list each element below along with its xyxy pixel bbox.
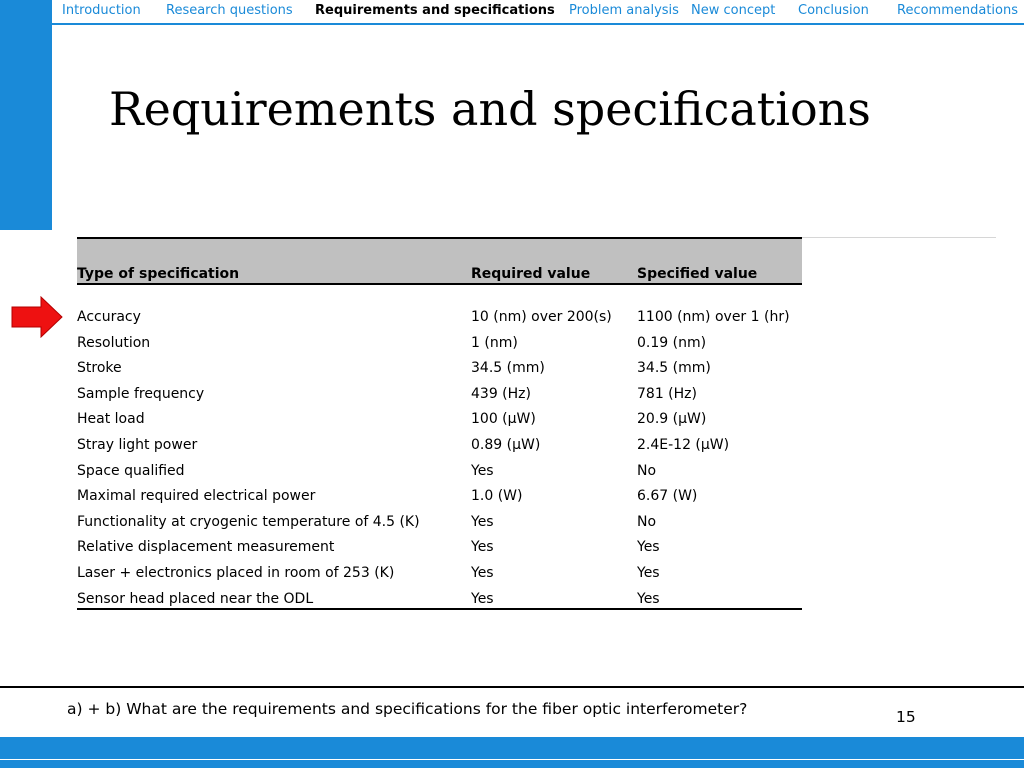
title-divider <box>802 237 996 238</box>
specified-value-cell: 1100 (nm) over 1 (hr) <box>637 309 790 325</box>
table-row <box>77 402 802 428</box>
spec-type-cell: Sensor head placed near the ODL <box>77 590 314 607</box>
table-row <box>77 428 802 454</box>
table-row <box>77 454 802 480</box>
spec-type-cell: Stroke <box>77 360 122 377</box>
spec-type-cell: Sample frequency <box>77 385 205 402</box>
spec-table-body <box>77 300 802 607</box>
table-row <box>77 479 802 505</box>
table-row <box>77 505 802 531</box>
required-value-cell: 0.89 (µW) <box>471 436 541 453</box>
specified-value-cell: Yes <box>637 590 660 607</box>
table-header-type: Type of specification <box>77 266 240 282</box>
nav-underline <box>52 23 1024 25</box>
bottom-accent-bar <box>0 737 1024 768</box>
specified-value-cell: 6.67 (W) <box>637 488 698 505</box>
nav-item-research-questions[interactable]: Research questions <box>166 3 293 18</box>
page-title: Requirements and specifications <box>109 82 871 136</box>
required-value-cell: 439 (Hz) <box>471 385 531 402</box>
table-header-specified: Specified value <box>637 266 758 282</box>
specified-value-cell: 2.4E-12 (µW) <box>637 436 730 453</box>
table-bottom-rule <box>77 608 802 610</box>
required-value-cell: Yes <box>471 564 494 581</box>
required-value-cell: 34.5 (mm) <box>471 360 545 377</box>
specified-value-cell: 0.19 (nm) <box>637 334 707 351</box>
table-header-row <box>77 237 802 285</box>
table-row <box>77 530 802 556</box>
spec-type-cell: Heat load <box>77 411 145 428</box>
table-row <box>77 326 802 352</box>
spec-type-cell: Functionality at cryogenic temperature of 4.5 (K) <box>77 513 420 530</box>
table-row <box>77 300 802 326</box>
table-header-required: Required value <box>471 266 591 282</box>
required-value-cell: Yes <box>471 539 494 556</box>
nav-item-requirements-and-specifications[interactable]: Requirements and specifications <box>315 3 555 18</box>
table-row <box>77 377 802 403</box>
spec-type-cell: Stray light power <box>77 436 198 453</box>
required-value-cell: Yes <box>471 462 494 479</box>
specified-value-cell: 20.9 (µW) <box>637 411 707 428</box>
required-value-cell: 1.0 (W) <box>471 488 523 505</box>
specified-value-cell: No <box>637 462 657 479</box>
spec-type-cell: Space qualified <box>77 462 185 479</box>
side-accent-bar <box>0 0 52 230</box>
nav-item-conclusion[interactable]: Conclusion <box>798 3 869 18</box>
nav-item-problem-analysis[interactable]: Problem analysis <box>569 3 679 18</box>
page-number: 15 <box>896 708 916 726</box>
spec-type-cell: Maximal required electrical power <box>77 488 316 505</box>
nav-item-new-concept[interactable]: New concept <box>691 3 776 18</box>
nav-item-introduction[interactable]: Introduction <box>62 3 141 18</box>
bottom-accent-line <box>0 759 1024 760</box>
specified-value-cell: 781 (Hz) <box>637 385 697 402</box>
required-value-cell: 100 (µW) <box>471 411 536 428</box>
specified-value-cell: 34.5 (mm) <box>637 360 711 377</box>
table-row <box>77 351 802 377</box>
specified-value-cell: No <box>637 513 657 530</box>
table-row <box>77 582 802 608</box>
spec-type-cell: Accuracy <box>77 309 141 325</box>
specified-value-cell: Yes <box>637 564 660 581</box>
spec-type-cell: Resolution <box>77 334 151 351</box>
required-value-cell: Yes <box>471 590 494 607</box>
required-value-cell: 1 (nm) <box>471 334 518 351</box>
required-value-cell: 10 (nm) over 200(s) <box>471 309 612 325</box>
footer-question: a) + b) What are the requirements and specifications for the fiber optic interferometer? <box>67 700 748 718</box>
footer-divider <box>0 686 1024 688</box>
nav-item-recommendations[interactable]: Recommendations <box>897 3 1019 18</box>
specified-value-cell: Yes <box>637 539 660 556</box>
red-right-arrow-icon <box>11 296 63 338</box>
table-row <box>77 556 802 582</box>
spec-type-cell: Relative displacement measurement <box>77 539 335 556</box>
spec-type-cell: Laser + electronics placed in room of 253 (K) <box>77 564 395 581</box>
required-value-cell: Yes <box>471 513 494 530</box>
